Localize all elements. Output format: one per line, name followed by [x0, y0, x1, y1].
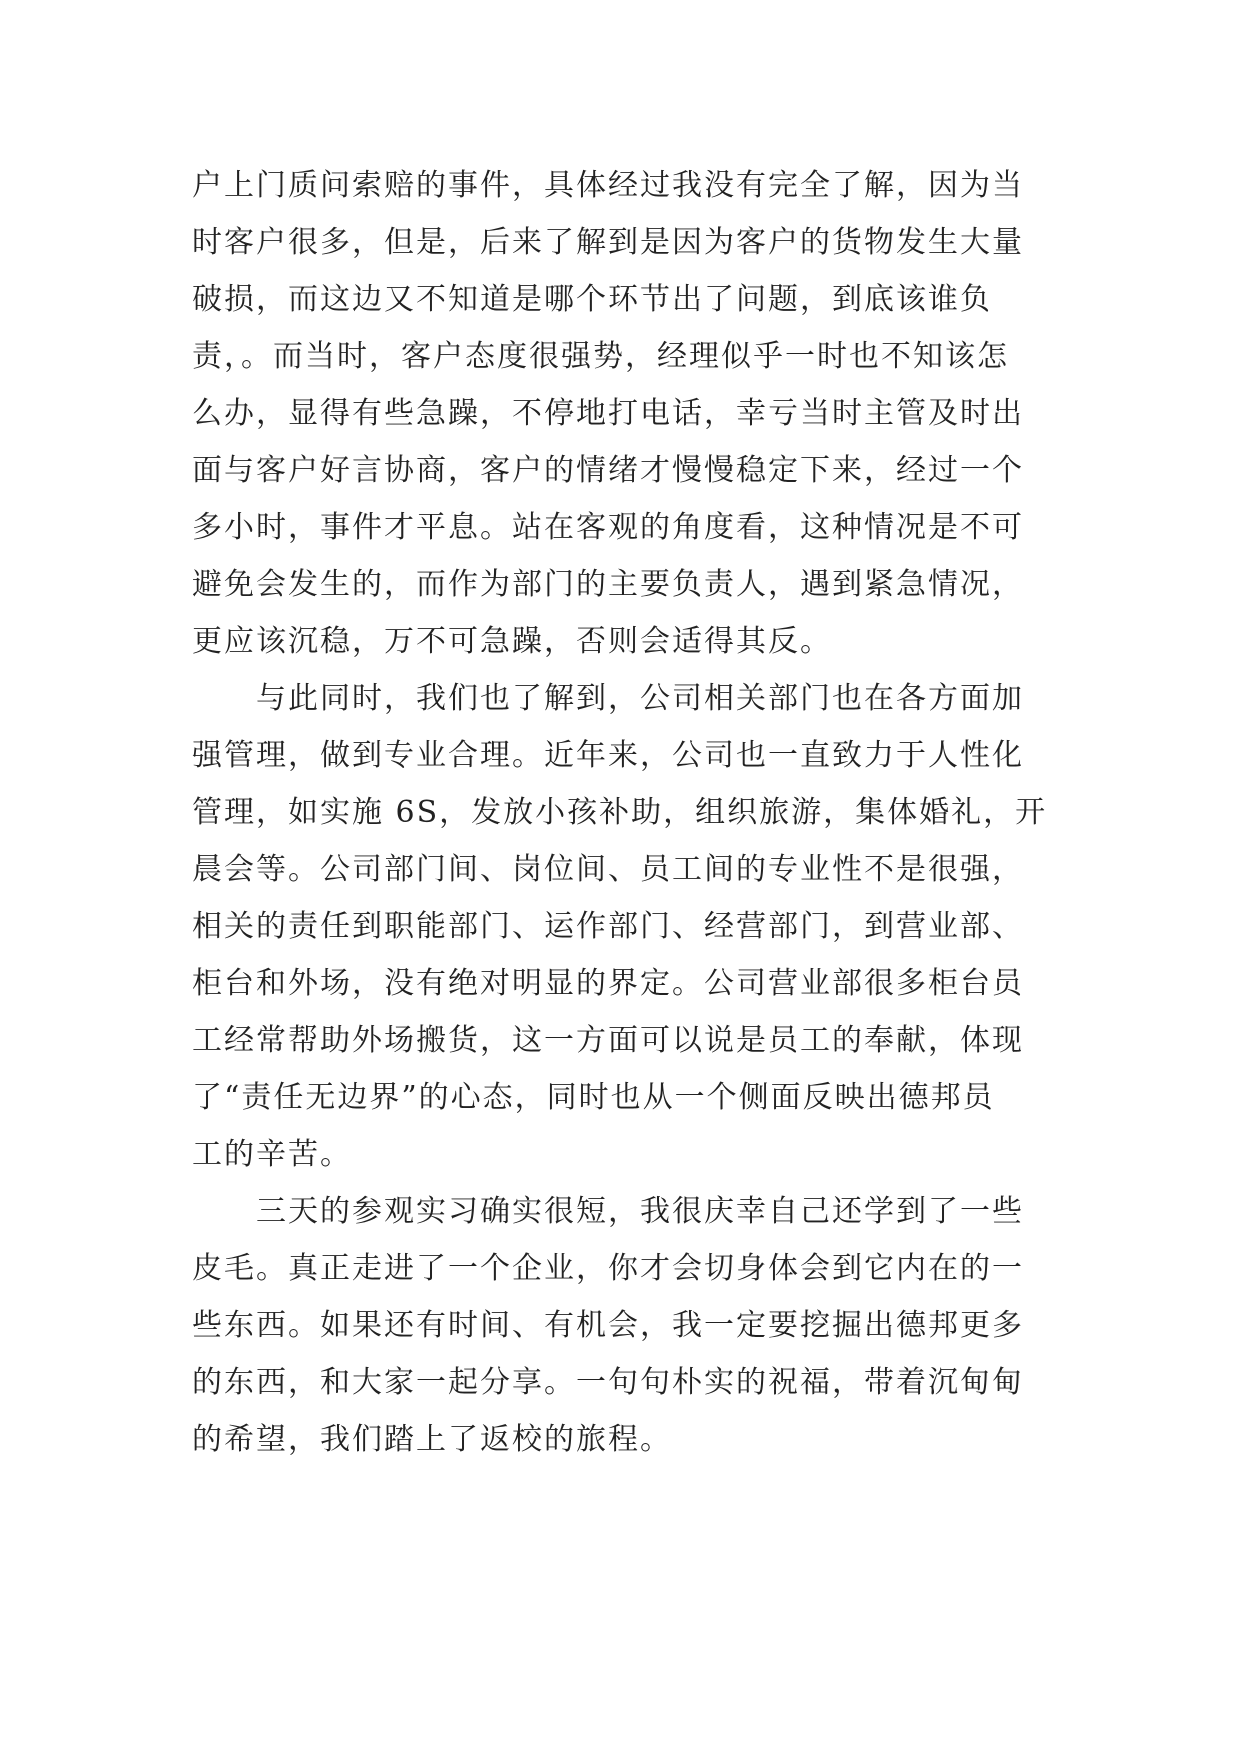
paragraph-2 — [192, 670, 1052, 1183]
text-line: 了“责任无边界”的心态，同时也从一个侧面反映出德邦员 — [192, 1080, 995, 1115]
text-line: 些东西。如果还有时间、有机会，我一定要挖掘出德邦更多 — [192, 1308, 1024, 1343]
text-line: 皮毛。真正走进了一个企业，你才会切身体会到它内在的一 — [192, 1251, 1024, 1286]
text-line: 工经常帮助外场搬货，这一方面可以说是员工的奉献，体现 — [192, 1023, 1024, 1058]
text-line: 面与客户好言协商，客户的情绪才慢慢稳定下来，经过一个 — [192, 453, 1024, 488]
text-line: 强管理，做到专业合理。近年来，公司也一直致力于人性化 — [192, 738, 1024, 773]
text-line: 与此同时，我们也了解到，公司相关部门也在各方面加 — [256, 681, 1024, 716]
text-line: 三天的参观实习确实很短，我很庆幸自己还学到了一些 — [256, 1194, 1024, 1229]
paragraph-3 — [192, 1183, 1052, 1468]
text-line: 晨会等。公司部门间、岗位间、员工间的专业性不是很强， — [192, 852, 1024, 887]
text-line: 更应该沉稳，万不可急躁，否则会适得其反。 — [192, 624, 832, 659]
text-line: 时客户很多，但是，后来了解到是因为客户的货物发生大量 — [192, 225, 1024, 260]
text-line: 破损，而这边又不知道是哪个环节出了问题，到底该谁负 — [192, 282, 992, 317]
text-line: 相关的责任到职能部门、运作部门、经营部门，到营业部、 — [192, 909, 1024, 944]
text-line: 责，。而当时，客户态度很强势，经理似乎一时也不知该怎 — [192, 339, 1009, 374]
paragraph-1 — [192, 157, 1052, 670]
text-line: 的希望，我们踏上了返校的旅程。 — [192, 1422, 672, 1457]
text-line: 柜台和外场，没有绝对明显的界定。公司营业部很多柜台员 — [192, 966, 1024, 1001]
text-line: 管理，如实施 6S，发放小孩补助，组织旅游，集体婚礼，开 — [192, 795, 1048, 830]
text-line: 户上门质问索赔的事件，具体经过我没有完全了解，因为当 — [192, 168, 1024, 203]
text-line: 的东西，和大家一起分享。一句句朴实的祝福，带着沉甸甸 — [192, 1365, 1024, 1400]
document-body — [192, 157, 1052, 1468]
text-line: 避免会发生的，而作为部门的主要负责人，遇到紧急情况， — [192, 567, 1024, 602]
text-line: 工的辛苦。 — [192, 1137, 352, 1172]
text-line: 么办，显得有些急躁，不停地打电话，幸亏当时主管及时出 — [192, 396, 1024, 431]
text-line: 多小时，事件才平息。站在客观的角度看，这种情况是不可 — [192, 510, 1024, 545]
